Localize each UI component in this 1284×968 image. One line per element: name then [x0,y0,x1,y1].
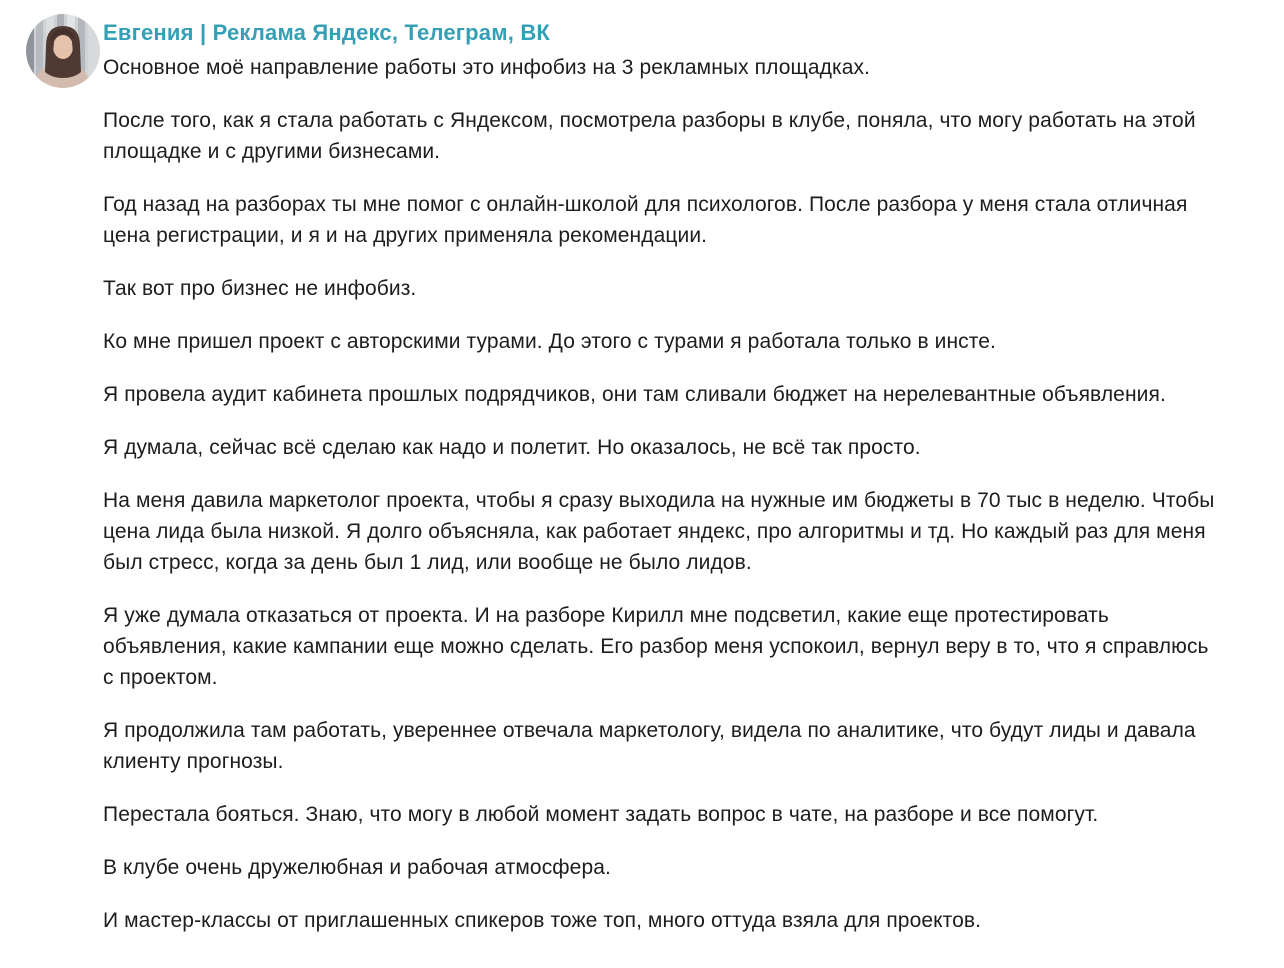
message-paragraph: Я думала, сейчас всё сделаю как надо и полетит. Но оказалось, не всё так просто. [103,436,921,459]
message-paragraph: Ко мне пришел проект с авторскими турами. До этого с турами я работала только в инсте. [103,330,996,353]
message-paragraph: Так вот про бизнес не инфобиз. [103,277,417,300]
message-paragraph: На меня давила маркетолог проекта, чтобы я сразу выходила на нужные им бюджеты в 70 тыс в неделю. Чтобы цена лида была низкой. Я долго объясняла, как работает яндекс, про алгоритмы и тд. Но каждый раз для меня был стресс, когда за день был 1 лид, или вообще не было лидов. [103,489,1215,574]
message-content [103,14,1221,936]
message-paragraph: После того, как я стала работать с Яндексом, посмотрела разборы в клубе, поняла, что могу работать на этой площадке и с другими бизнесами. [103,109,1196,163]
message-paragraph: Я уже думала отказаться от проекта. И на разборе Кирилл мне подсветил, какие еще протестировать объявления, какие кампании еще можно сделать. Его разбор меня успокоил, вернул веру в то, что я справлюсь с проектом. [103,604,1209,689]
message-paragraph: В клубе очень дружелюбная и рабочая атмосфера. [103,856,611,879]
message-paragraph: И мастер-классы от приглашенных спикеров тоже топ, много оттуда взяла для проектов. [103,909,982,932]
sender-name[interactable]: Евгения | Реклама Яндекс, Телеграм, ВК [103,20,551,45]
message-paragraph: Основное моё направление работы это инфобиз на 3 рекламных площадках. [103,56,871,79]
message-paragraph: Год назад на разборах ты мне помог с онлайн-школой для психологов. После разбора у меня стала отличная цена регистрации, и я и на других применяла рекомендации. [103,193,1188,247]
message-paragraph: Я продолжила там работать, увереннее отвечала маркетологу, видела по аналитике, что будут лиды и давала клиенту прогнозы. [103,719,1196,773]
message-paragraph: Перестала бояться. Знаю, что могу в любой момент задать вопрос в чате, на разборе и все помогут. [103,803,1099,826]
message-paragraph: Я провела аудит кабинета прошлых подрядчиков, они там сливали бюджет на нерелевантные объявления. [103,383,1166,406]
avatar-photo [26,14,100,88]
message-text [103,52,1221,936]
avatar[interactable] [26,14,100,88]
